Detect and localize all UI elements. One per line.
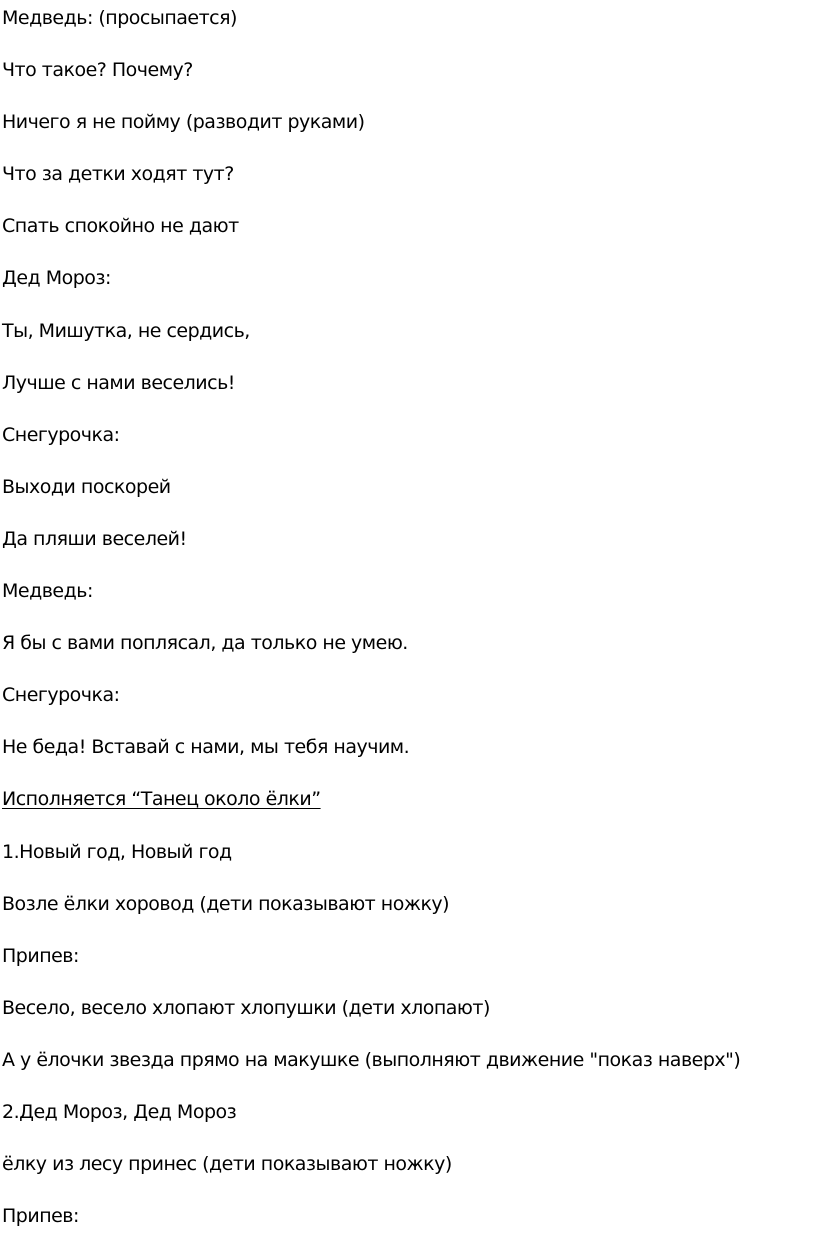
chorus-label	[2, 1198, 816, 1250]
line-text: Что за детки ходят тут?	[2, 163, 234, 186]
text-line	[2, 886, 816, 938]
text-line	[2, 1042, 816, 1094]
line-text: Медведь: (просыпается)	[2, 7, 237, 29]
chorus-label	[2, 938, 816, 990]
text-line	[2, 208, 816, 260]
text-line	[2, 104, 816, 156]
text-line	[2, 156, 816, 208]
speaker-line	[2, 677, 816, 729]
text-line	[2, 1094, 816, 1146]
text-line	[2, 521, 816, 573]
line-text: Выходи поскорей	[2, 475, 171, 498]
line-text: Дед Мороз:	[2, 267, 111, 290]
line-text: Я бы с вами поплясал, да только не умею.	[2, 632, 408, 655]
line-text: А у ёлочки звезда прямо на макушке (выполняют движение "показ наверх")	[2, 1048, 741, 1071]
text-line	[2, 834, 816, 886]
line-text: Припев:	[2, 944, 79, 967]
line-text: Снегурочка:	[2, 684, 120, 707]
line-text: 1.Новый год, Новый год	[2, 840, 232, 863]
line-text: Медведь:	[2, 580, 93, 603]
line-text: Да пляши веселей!	[2, 527, 187, 550]
speaker-line	[2, 260, 816, 312]
line-text: Возле ёлки хоровод (дети показывают ножку)	[2, 892, 450, 915]
text-line	[2, 625, 816, 677]
speaker-line	[2, 573, 816, 625]
line-text: ёлку из лесу принес (дети показывают ножку)	[2, 1153, 452, 1176]
line-text: Ничего я не пойму (разводит руками)	[2, 111, 365, 134]
dance-heading	[2, 781, 816, 833]
speaker-line	[2, 417, 816, 469]
text-line	[2, 365, 816, 417]
line-text: Не беда! Вставай с нами, мы тебя научим.	[2, 736, 410, 759]
line-text: Припев:	[2, 1205, 79, 1228]
text-line	[2, 469, 816, 521]
text-line	[2, 52, 816, 104]
text-line	[2, 990, 816, 1042]
line-text: Что такое? Почему?	[2, 59, 193, 82]
line-text: Спать спокойно не дают	[2, 215, 239, 238]
line-text: Снегурочка:	[2, 423, 120, 446]
text-line	[2, 1146, 816, 1198]
line-text: Исполняется “Танец около ёлки”	[2, 788, 321, 811]
line-text: Лучше с нами веселись!	[2, 371, 235, 394]
text-line	[2, 0, 816, 52]
line-text: Весело, весело хлопают хлопушки (дети хлопают)	[2, 996, 490, 1019]
line-text: Ты, Мишутка, не сердись,	[2, 319, 250, 342]
text-line	[2, 313, 816, 365]
text-line	[2, 729, 816, 781]
line-text: 2.Дед Мороз, Дед Мороз	[2, 1100, 237, 1123]
